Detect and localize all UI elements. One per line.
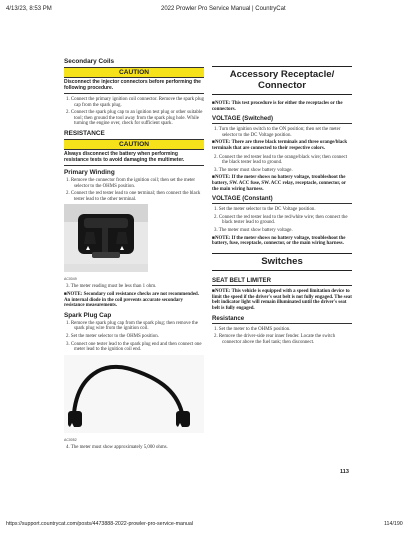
list-item: 3. The meter must show battery voltage. bbox=[214, 227, 293, 233]
resistance-heading: RESISTANCE bbox=[64, 129, 105, 137]
secondary-coil-steps bbox=[64, 97, 204, 127]
note: ■NOTE: There are three black terminals and three orange/black terminals that are connected to their respective colors. bbox=[212, 140, 348, 151]
left-column bbox=[64, 58, 204, 452]
figure-id: AC0049 bbox=[64, 277, 77, 282]
ignition-coil-photo bbox=[64, 204, 204, 281]
seat-belt-limiter-heading: SEAT BELT LIMITER bbox=[212, 277, 352, 286]
list-item: 2. Connect the red tester lead to one terminal; then connect the black tester lead to the other terminal. bbox=[66, 191, 201, 202]
secondary-coils-heading: Secondary Coils bbox=[64, 58, 115, 65]
list-item: 1. Remove the spark plug cap from the spark plug; then remove the spark plug wire from the ignition coil. bbox=[66, 320, 198, 332]
print-datetime: 4/13/23, 8:53 PM bbox=[6, 6, 52, 12]
spark-plug-cap-result bbox=[64, 445, 204, 451]
accessory-receptacle-heading: Accessory Receptacle/ Connector bbox=[212, 66, 352, 95]
figure-id: AC0052 bbox=[64, 437, 77, 442]
spark-plug-cap-heading: Spark Plug Cap bbox=[64, 311, 112, 319]
list-item: 1. Connect the primary ignition coil connector. Remove the spark plug cap from the spark plug. bbox=[66, 97, 204, 108]
list-item: 2. Connect the spark plug cap to an ignition test plug or other suitable tool; then ground the tool away from the spark plug hole. While turning the engine over, check for sufficient spark. bbox=[66, 110, 203, 127]
note: ■NOTE: If the meter shows no battery voltage, troubleshoot the battery, SW. ACC fuse, SW. ACC relay, receptacle, connector, or the main wiring harness. bbox=[212, 175, 346, 192]
voltage-switched-heading: VOLTAGE (Switched) bbox=[212, 115, 352, 124]
primary-winding-steps bbox=[64, 178, 204, 202]
list-item: 2. Connect the red tester lead to the red/white wire; then connect the black tester lead to ground. bbox=[214, 214, 348, 226]
resistance-steps bbox=[212, 327, 352, 346]
switches-heading: Switches bbox=[212, 253, 352, 272]
voltage-switched-steps-cont bbox=[212, 155, 352, 174]
note: ■NOTE: Secondary coil resistance checks are not recommended. An internal diode in the coil prevents accurate secondary resistance measurements. bbox=[64, 291, 199, 309]
spark-plug-wire-photo bbox=[64, 355, 204, 442]
list-item: 1. Remove the connector from the ignition coil; then set the meter selector to the OHMS position. bbox=[66, 177, 196, 189]
list-item: 1. Set the meter selector to the DC Voltage position. bbox=[214, 207, 316, 213]
list-item: 1. Turn the ignition switch to the ON position; then set the meter selector to the DC Voltage position. bbox=[214, 127, 341, 138]
page-number: 113 bbox=[340, 469, 349, 475]
caution-text: Disconnect the injector connectors before performing the following procedure. bbox=[64, 78, 204, 94]
note: ■NOTE: If the meter shows no battery voltage, troubleshoot the battery, fuse, receptacle, connector, or the main wiring harness. bbox=[212, 235, 346, 247]
list-item: 3. The meter must show battery voltage. bbox=[214, 167, 293, 173]
list-item: 2. Remove the driver-side rear inner fender. Locate the switch connector above the fuel tank; then disconnect. bbox=[214, 334, 336, 345]
list-item: 1. Set the meter to the OHMS position. bbox=[214, 326, 291, 332]
voltage-constant-heading: VOLTAGE (Constant) bbox=[212, 195, 352, 204]
list-item: 3. The meter reading must be less than 1 ohm. bbox=[66, 284, 157, 290]
primary-winding-result bbox=[64, 284, 204, 290]
note: ■NOTE: This vehicle is equipped with a speed limitation device to limit the speed if the driver's seat belt is not fully engaged. The seat belt indicator light will remain illuminated until the driver's seat belt is fully engaged. bbox=[212, 289, 352, 311]
spark-plug-cap-steps bbox=[64, 321, 204, 353]
list-item: 3. Connect one tester lead to the spark plug end and then connect one meter lead to the ignition coil end. bbox=[66, 341, 202, 353]
resistance-subheading: Resistance bbox=[212, 315, 352, 324]
note: ■NOTE: This test procedure is for either the receptacles or the connectors. bbox=[212, 101, 343, 112]
caution-label: CAUTION bbox=[64, 67, 204, 78]
primary-winding-heading: Primary Winding bbox=[64, 168, 115, 176]
print-page-count: 114/190 bbox=[384, 521, 403, 527]
caution-label: CAUTION bbox=[64, 139, 204, 150]
list-item: 2. Set the meter selector to the OHMS position. bbox=[66, 333, 159, 339]
list-item: 2. Connect the red tester lead to the orange/black wire; then connect the black tester lead to ground. bbox=[214, 154, 348, 166]
caution-text: Always disconnect the battery when performing resistance tests to avoid damaging the multimeter. bbox=[64, 150, 204, 166]
right-column bbox=[212, 66, 352, 347]
voltage-constant-steps bbox=[212, 207, 352, 233]
print-url[interactable]: https://support.countrycat.com/posts/4473888-2022-prowler-pro-service-manual bbox=[6, 521, 193, 527]
print-title: 2022 Prowler Pro Service Manual | CountryCat bbox=[161, 6, 286, 12]
list-item: 4. The meter must show approximately 5,000 ohms. bbox=[66, 444, 168, 450]
voltage-switched-steps bbox=[212, 127, 352, 138]
